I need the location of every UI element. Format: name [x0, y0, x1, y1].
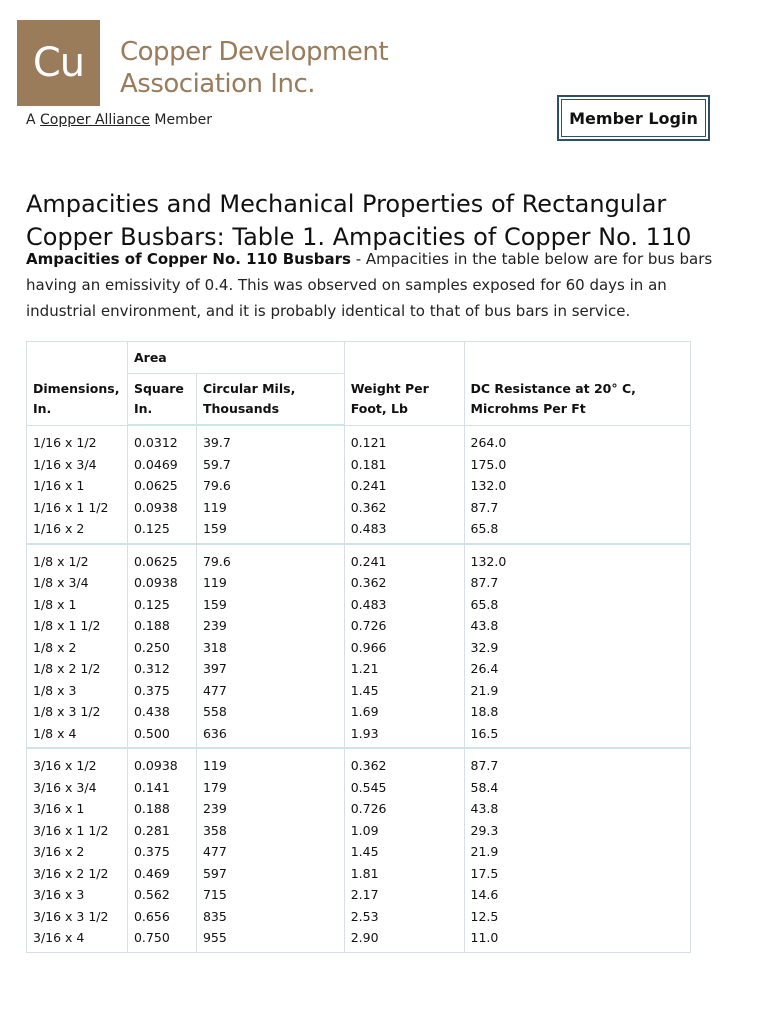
cell-dc-resistance: 132.0 [464, 475, 691, 497]
cell-dc-resistance: 26.4 [464, 658, 691, 680]
tagline-prefix: A [26, 112, 41, 128]
cell-circular-mils: 358 [196, 820, 344, 842]
cell-dc-resistance: 43.8 [464, 798, 691, 820]
cell-square-in: 0.656 [127, 906, 196, 928]
cell-square-in: 0.0469 [127, 454, 196, 476]
cell-square-in: 0.0938 [127, 748, 196, 777]
cell-circular-mils: 119 [196, 497, 344, 519]
cell-weight: 0.362 [344, 748, 464, 777]
cell-dimensions: 3/16 x 4 [27, 927, 128, 952]
cell-weight: 0.241 [344, 475, 464, 497]
table-row [27, 637, 691, 659]
cell-circular-mils: 59.7 [196, 454, 344, 476]
cell-circular-mils: 239 [196, 798, 344, 820]
cell-dc-resistance: 175.0 [464, 454, 691, 476]
cell-dimensions: 3/16 x 2 [27, 841, 128, 863]
logo-line-1: Copper Development [120, 37, 389, 67]
cell-dimensions: 3/16 x 3 1/2 [27, 906, 128, 928]
cell-square-in: 0.438 [127, 701, 196, 723]
cell-weight: 1.69 [344, 701, 464, 723]
cell-dimensions: 3/16 x 1/2 [27, 748, 128, 777]
cell-circular-mils: 239 [196, 615, 344, 637]
cell-weight: 1.45 [344, 841, 464, 863]
cell-circular-mils: 597 [196, 863, 344, 885]
cell-square-in: 0.188 [127, 615, 196, 637]
cell-weight: 0.362 [344, 497, 464, 519]
cell-dimensions: 3/16 x 1 [27, 798, 128, 820]
cell-dc-resistance: 11.0 [464, 927, 691, 952]
cell-dimensions: 1/8 x 1/2 [27, 544, 128, 573]
title-line-1: Ampacities and Mechanical Properties of Rectangular [26, 190, 667, 218]
cell-dimensions: 3/16 x 2 1/2 [27, 863, 128, 885]
cell-square-in: 0.281 [127, 820, 196, 842]
cell-dimensions: 1/8 x 4 [27, 723, 128, 749]
cell-dc-resistance: 16.5 [464, 723, 691, 749]
cell-square-in: 0.125 [127, 518, 196, 544]
cell-dc-resistance: 21.9 [464, 841, 691, 863]
cell-dc-resistance: 43.8 [464, 615, 691, 637]
table-row [27, 615, 691, 637]
table-row [27, 777, 691, 799]
table-row [27, 680, 691, 702]
cell-dimensions: 1/16 x 2 [27, 518, 128, 544]
cell-circular-mils: 119 [196, 748, 344, 777]
cell-weight: 0.121 [344, 425, 464, 454]
table-row [27, 518, 691, 544]
cell-weight: 1.21 [344, 658, 464, 680]
header-area: Area [127, 342, 344, 374]
cell-dimensions: 1/16 x 1 [27, 475, 128, 497]
cell-square-in: 0.0938 [127, 572, 196, 594]
cell-dimensions: 1/8 x 1 [27, 594, 128, 616]
cell-weight: 0.483 [344, 518, 464, 544]
cell-circular-mils: 159 [196, 594, 344, 616]
cell-weight: 1.09 [344, 820, 464, 842]
cell-circular-mils: 318 [196, 637, 344, 659]
cell-dimensions: 1/8 x 2 [27, 637, 128, 659]
table-row [27, 701, 691, 723]
cell-weight: 1.81 [344, 863, 464, 885]
cell-square-in: 0.0625 [127, 475, 196, 497]
logo-wordmark[interactable] [120, 36, 388, 100]
cell-dimensions: 3/16 x 1 1/2 [27, 820, 128, 842]
cell-weight: 1.93 [344, 723, 464, 749]
table-row [27, 658, 691, 680]
cell-dc-resistance: 32.9 [464, 637, 691, 659]
table-row [27, 906, 691, 928]
tagline [26, 112, 212, 128]
table-row [27, 475, 691, 497]
table-row [27, 454, 691, 476]
tagline-suffix: Member [149, 112, 213, 128]
intro-paragraph [26, 246, 726, 324]
cell-square-in: 0.125 [127, 594, 196, 616]
cell-square-in: 0.0938 [127, 497, 196, 519]
cell-circular-mils: 835 [196, 906, 344, 928]
cell-circular-mils: 715 [196, 884, 344, 906]
header-dimensions: Dimensions, In. [27, 342, 128, 426]
cell-square-in: 0.562 [127, 884, 196, 906]
cell-square-in: 0.0312 [127, 425, 196, 454]
table-row [27, 544, 691, 573]
table-row [27, 594, 691, 616]
cell-weight: 2.53 [344, 906, 464, 928]
table-row [27, 884, 691, 906]
cell-circular-mils: 636 [196, 723, 344, 749]
cell-weight: 0.181 [344, 454, 464, 476]
cell-dc-resistance: 65.8 [464, 594, 691, 616]
cell-weight: 0.241 [344, 544, 464, 573]
table-row [27, 798, 691, 820]
cell-dimensions: 1/16 x 1/2 [27, 425, 128, 454]
cell-square-in: 0.500 [127, 723, 196, 749]
table-row [27, 425, 691, 454]
cell-weight: 0.545 [344, 777, 464, 799]
cell-square-in: 0.750 [127, 927, 196, 952]
cell-weight: 2.90 [344, 927, 464, 952]
intro-text: - Ampacities in the table below are for bus bars having an emissivity of 0.4. This was observed on samples exposed for 60 days in an industrial environment, and it is probably identical to that of bus bars in service. [26, 250, 713, 320]
table-group [27, 748, 691, 952]
cell-dc-resistance: 87.7 [464, 497, 691, 519]
cell-circular-mils: 558 [196, 701, 344, 723]
cell-dimensions: 1/8 x 3 [27, 680, 128, 702]
intro-bold: Ampacities of Copper No. 110 Busbars [26, 250, 351, 268]
cell-dimensions: 1/8 x 1 1/2 [27, 615, 128, 637]
cell-circular-mils: 179 [196, 777, 344, 799]
cell-circular-mils: 39.7 [196, 425, 344, 454]
header-square-in: Square In. [127, 374, 196, 426]
cell-dc-resistance: 18.8 [464, 701, 691, 723]
cell-square-in: 0.375 [127, 841, 196, 863]
cell-square-in: 0.312 [127, 658, 196, 680]
table-row [27, 841, 691, 863]
cell-square-in: 0.0625 [127, 544, 196, 573]
table-row [27, 820, 691, 842]
table-group [27, 544, 691, 749]
logo-line-2: Association Inc. [120, 69, 316, 99]
cell-circular-mils: 477 [196, 841, 344, 863]
table-row [27, 723, 691, 749]
cell-dimensions: 1/8 x 3 1/2 [27, 701, 128, 723]
cell-dc-resistance: 14.6 [464, 884, 691, 906]
header-circular-mils: Circular Mils, Thousands [196, 374, 344, 426]
cell-dc-resistance: 87.7 [464, 748, 691, 777]
cell-dimensions: 3/16 x 3 [27, 884, 128, 906]
ampacity-table [26, 341, 691, 953]
cell-dc-resistance: 21.9 [464, 680, 691, 702]
cell-weight: 0.726 [344, 798, 464, 820]
cell-square-in: 0.469 [127, 863, 196, 885]
title-line-2: Copper Busbars: Table 1. Ampacities of Copper No. 110 [26, 223, 692, 251]
table-group [27, 425, 691, 544]
table-header [27, 342, 691, 426]
cell-square-in: 0.188 [127, 798, 196, 820]
cell-dc-resistance: 58.4 [464, 777, 691, 799]
table-row [27, 572, 691, 594]
table-row [27, 863, 691, 885]
member-login-button[interactable]: Member Login [557, 95, 710, 141]
cell-weight: 1.45 [344, 680, 464, 702]
cell-dc-resistance: 132.0 [464, 544, 691, 573]
cell-circular-mils: 159 [196, 518, 344, 544]
cell-square-in: 0.250 [127, 637, 196, 659]
header-dc-resistance: DC Resistance at 20° C, Microhms Per Ft [464, 342, 691, 426]
page-title [26, 188, 726, 254]
cell-weight: 0.362 [344, 572, 464, 594]
header-weight: Weight Per Foot, Lb [344, 342, 464, 426]
cell-dimensions: 1/8 x 2 1/2 [27, 658, 128, 680]
cell-dimensions: 1/16 x 3/4 [27, 454, 128, 476]
cell-square-in: 0.375 [127, 680, 196, 702]
cell-circular-mils: 477 [196, 680, 344, 702]
cell-square-in: 0.141 [127, 777, 196, 799]
table-row [27, 497, 691, 519]
cell-dc-resistance: 12.5 [464, 906, 691, 928]
cell-dc-resistance: 65.8 [464, 518, 691, 544]
cell-dc-resistance: 17.5 [464, 863, 691, 885]
cell-weight: 2.17 [344, 884, 464, 906]
cell-circular-mils: 955 [196, 927, 344, 952]
cell-circular-mils: 79.6 [196, 475, 344, 497]
cell-dc-resistance: 87.7 [464, 572, 691, 594]
table-row [27, 927, 691, 952]
cell-circular-mils: 119 [196, 572, 344, 594]
cell-dimensions: 1/8 x 3/4 [27, 572, 128, 594]
cell-weight: 0.966 [344, 637, 464, 659]
cell-weight: 0.483 [344, 594, 464, 616]
cell-dimensions: 1/16 x 1 1/2 [27, 497, 128, 519]
copper-alliance-link[interactable]: Copper Alliance [40, 112, 150, 128]
cell-dc-resistance: 29.3 [464, 820, 691, 842]
cell-circular-mils: 397 [196, 658, 344, 680]
logo-mark[interactable]: Cu [17, 20, 100, 106]
table-row [27, 748, 691, 777]
cell-dimensions: 3/16 x 3/4 [27, 777, 128, 799]
cell-weight: 0.726 [344, 615, 464, 637]
cell-circular-mils: 79.6 [196, 544, 344, 573]
cell-dc-resistance: 264.0 [464, 425, 691, 454]
